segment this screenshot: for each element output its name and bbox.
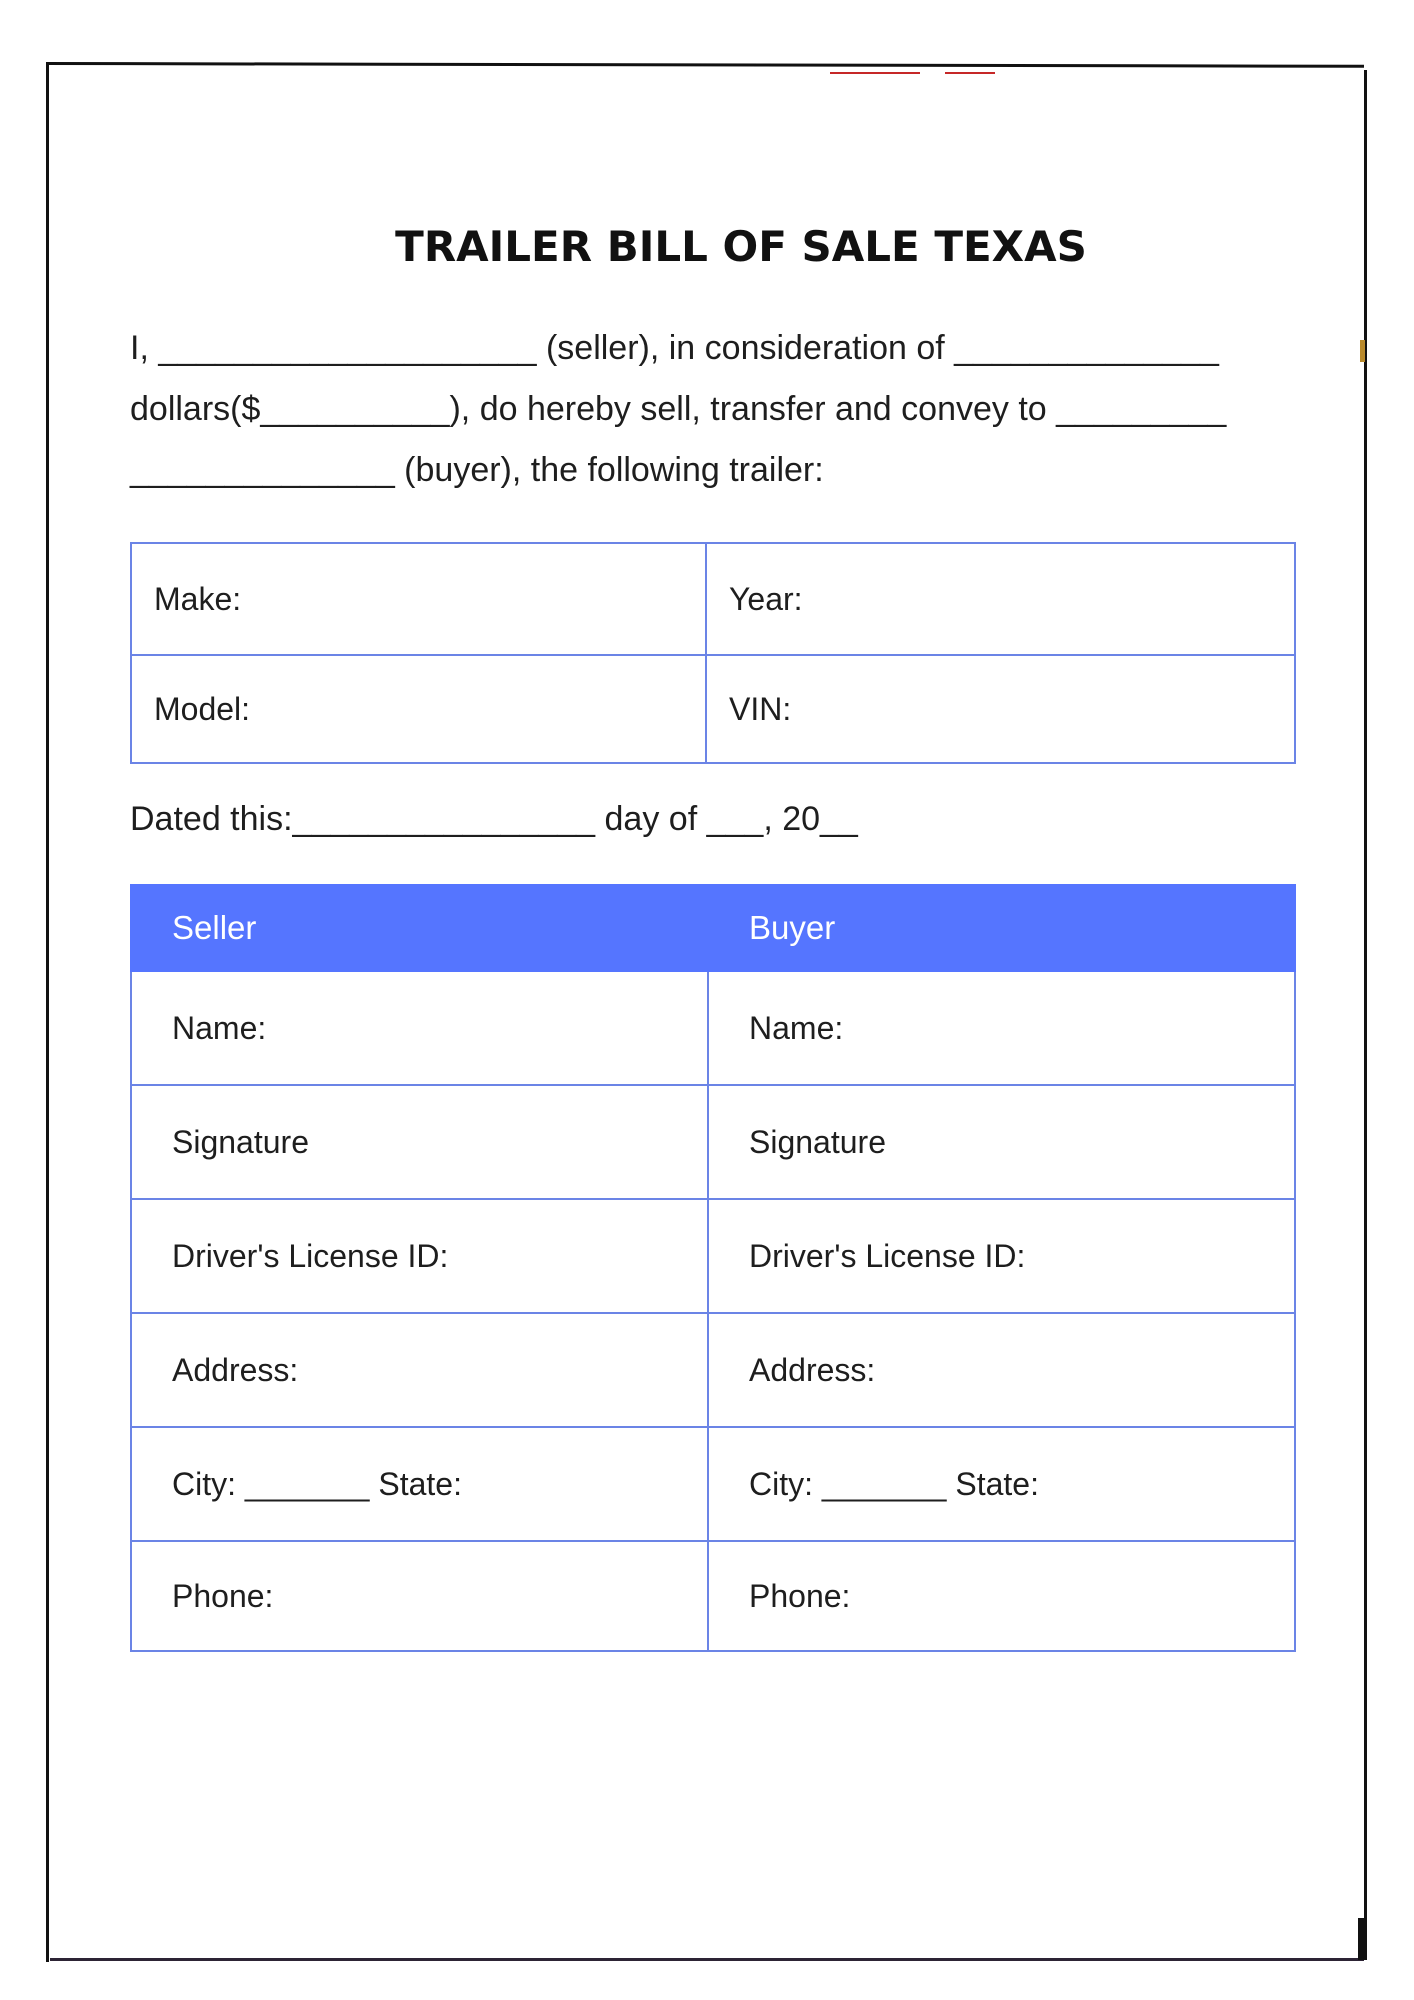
buyer-header: Buyer [708,885,1295,971]
frame-corner-mark [1358,1918,1366,1960]
trailer-details-table [130,542,1296,764]
make-field[interactable]: Make: [131,543,706,655]
vin-field[interactable]: VIN: [706,655,1295,763]
seller-city-state-field[interactable]: City: _______ State: [131,1427,708,1541]
table-row [131,655,1295,763]
intro-line: I, ____________________ (seller), in consideration of ______________ [130,329,1219,367]
buyer-phone-field[interactable]: Phone: [708,1541,1295,1651]
seller-name-field[interactable]: Name: [131,971,708,1085]
document-title: TRAILER BILL OF SALE TEXAS [395,222,1087,271]
seller-header: Seller [131,885,708,971]
seller-license-field[interactable]: Driver's License ID: [131,1199,708,1313]
seller-address-field[interactable]: Address: [131,1313,708,1427]
table-row [131,1541,1295,1651]
buyer-name-field[interactable]: Name: [708,971,1295,1085]
intro-line: ______________ (buyer), the following trailer: [130,451,824,489]
frame-top-edge [46,62,1364,68]
intro-line: dollars($__________), do hereby sell, transfer and convey to _________ [130,390,1227,428]
frame-left-edge [46,62,49,1962]
model-field[interactable]: Model: [131,655,706,763]
buyer-address-field[interactable]: Address: [708,1313,1295,1427]
frame-bottom-edge [50,1958,1364,1961]
table-row [131,1427,1295,1541]
buyer-city-state-field[interactable]: City: _______ State: [708,1427,1295,1541]
buyer-signature-field[interactable]: Signature [708,1085,1295,1199]
table-row [131,1085,1295,1199]
frame-red-mark [830,72,920,74]
frame-red-mark [945,72,995,74]
seller-phone-field[interactable]: Phone: [131,1541,708,1651]
table-row [131,1313,1295,1427]
parties-table [130,884,1296,1652]
table-row [131,1199,1295,1313]
buyer-license-field[interactable]: Driver's License ID: [708,1199,1295,1313]
table-row [131,543,1295,655]
table-row [131,971,1295,1085]
document-title-container [130,222,1352,271]
table-header-row [131,885,1295,971]
year-field[interactable]: Year: [706,543,1295,655]
dated-line: Dated this:________________ day of ___, 20__ [130,800,858,838]
intro-paragraph [130,318,1310,501]
seller-signature-field[interactable]: Signature [131,1085,708,1199]
frame-edge-mark [1360,340,1365,362]
